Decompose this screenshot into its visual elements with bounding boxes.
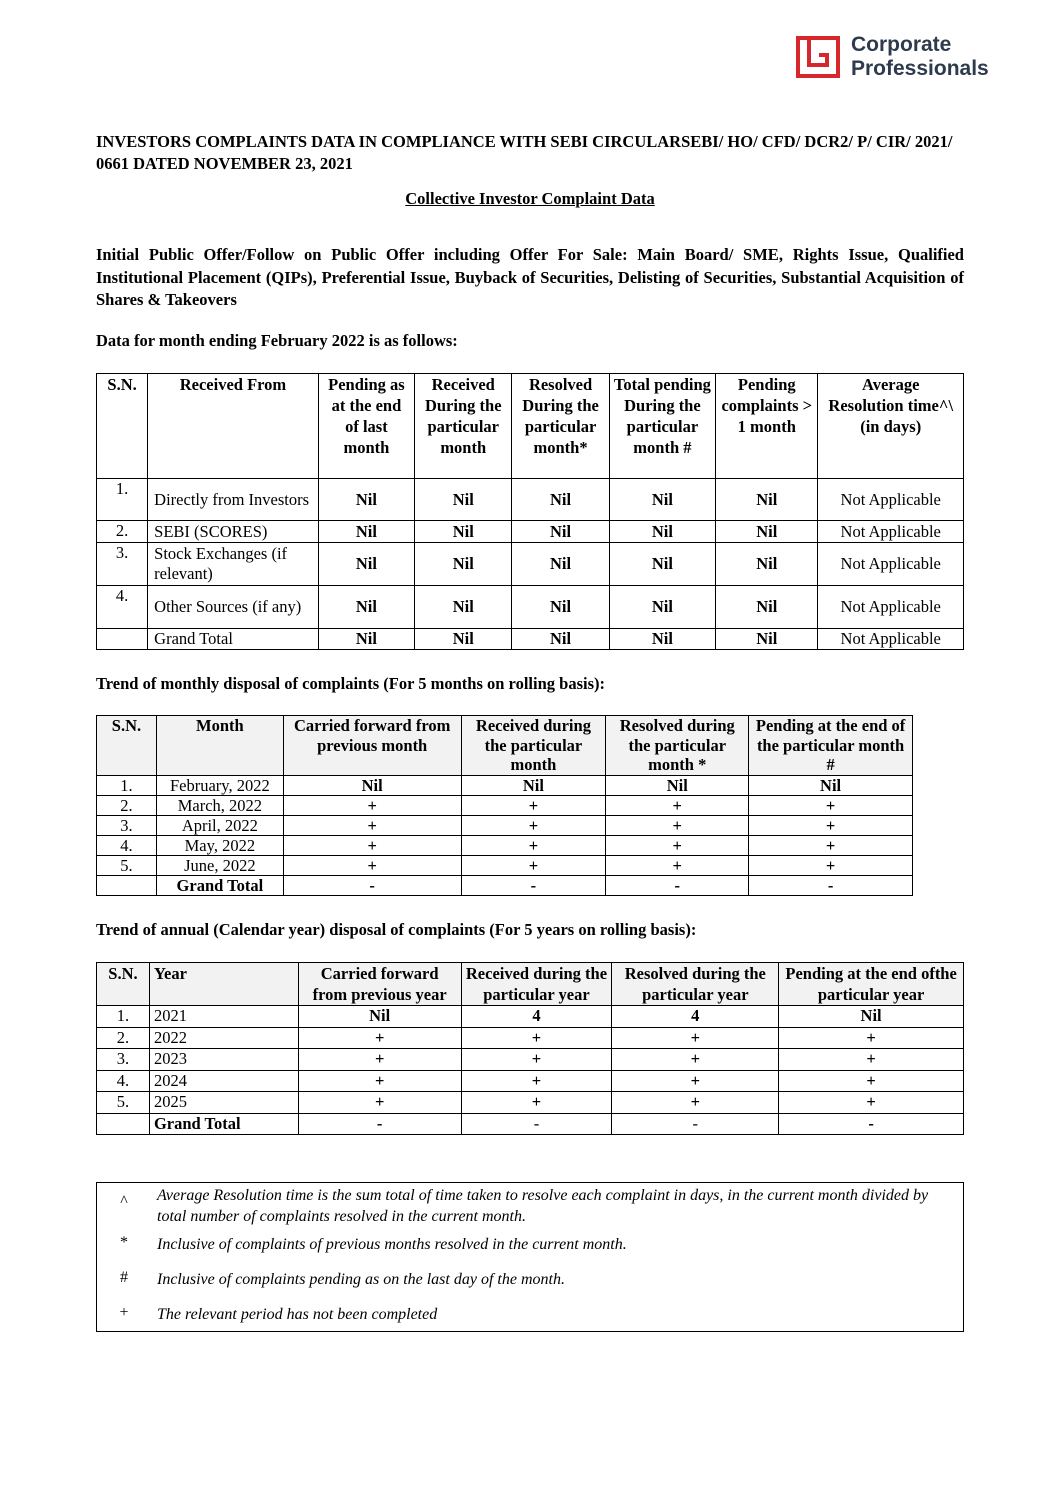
table-row — [97, 1092, 964, 1114]
header-row — [97, 963, 964, 1006]
table-cell: Nil — [749, 775, 913, 795]
table-row — [97, 815, 913, 835]
table-cell: Stock Exchanges (if relevant) — [148, 543, 319, 586]
footnote-text: The relevant period has not been completed — [157, 1306, 438, 1323]
table-cell: 2025 — [149, 1092, 298, 1114]
table-cell: + — [461, 835, 606, 855]
table-cell — [97, 1113, 150, 1135]
table-cell: Nil — [609, 521, 715, 543]
table-cell — [97, 875, 157, 895]
column-header: Year — [149, 963, 298, 1006]
table-cell: Not Applicable — [818, 586, 964, 629]
table-cell: - — [749, 875, 913, 895]
table3-body — [97, 963, 964, 1135]
table-cell: Nil — [512, 586, 609, 629]
table-cell: Nil — [512, 629, 609, 650]
table-cell: Nil — [415, 479, 512, 521]
table-cell: Nil — [606, 775, 749, 795]
document-heading: INVESTORS COMPLAINTS DATA IN COMPLIANCE WITH SEBI CIRCULARSEBI/ HO/ CFD/ DCR2/ P/ CIR/ 2021/ 0661 DATED NOVEMBER 23, 2021 — [96, 132, 953, 173]
table-cell: Nil — [716, 629, 818, 650]
table-cell: + — [606, 795, 749, 815]
table-cell: + — [606, 835, 749, 855]
column-header: S.N. — [97, 716, 157, 776]
column-header: S.N. — [97, 963, 150, 1006]
table-cell: + — [612, 1027, 779, 1049]
table-cell: March, 2022 — [156, 795, 283, 815]
table-cell: June, 2022 — [156, 855, 283, 875]
table-row — [97, 629, 964, 650]
table-cell: + — [461, 1070, 612, 1092]
column-header: Pending at the end ofthe particular year — [779, 963, 964, 1006]
table-cell: April, 2022 — [156, 815, 283, 835]
table-row — [97, 855, 913, 875]
table-row — [97, 1113, 964, 1135]
footnote-text: Inclusive of complaints pending as on the last day of the month. — [157, 1271, 565, 1288]
table-cell: Nil — [716, 543, 818, 586]
footnote-symbol: # — [120, 1269, 128, 1286]
table-cell: Not Applicable — [818, 479, 964, 521]
table-cell: SEBI (SCORES) — [148, 521, 319, 543]
table-cell: 4. — [97, 1070, 150, 1092]
table-cell: Nil — [716, 521, 818, 543]
table-cell: + — [283, 815, 461, 835]
table-cell: February, 2022 — [156, 775, 283, 795]
logo-line-1: Corporate — [851, 33, 952, 56]
table-cell: 2. — [97, 1027, 150, 1049]
table-row — [97, 543, 964, 586]
logo-line-2: Professionals — [851, 57, 989, 80]
annual-trend-table — [96, 962, 964, 1135]
table-cell: Grand Total — [149, 1113, 298, 1135]
table-cell: - — [461, 875, 606, 895]
table-cell: Nil — [609, 543, 715, 586]
column-header: Received From — [148, 374, 319, 479]
footnote-symbol: ^ — [120, 1193, 128, 1210]
table-cell: + — [612, 1049, 779, 1071]
table-cell: + — [298, 1070, 461, 1092]
table-cell: Nil — [415, 586, 512, 629]
column-header: Month — [156, 716, 283, 776]
column-header: Resolved during the particular month * — [606, 716, 749, 776]
table-cell: 3. — [97, 543, 148, 586]
table-cell: + — [298, 1092, 461, 1114]
table-cell: Nil — [318, 543, 414, 586]
table-cell: Nil — [609, 586, 715, 629]
table-cell: 1. — [97, 775, 157, 795]
table-cell: + — [779, 1049, 964, 1071]
table-cell: + — [461, 1092, 612, 1114]
table-cell: Nil — [298, 1006, 461, 1028]
table-cell: - — [779, 1113, 964, 1135]
table-cell: + — [779, 1027, 964, 1049]
column-header: Total pending During the particular month # — [609, 374, 715, 479]
footnote-symbol: * — [120, 1234, 128, 1251]
table-cell: - — [606, 875, 749, 895]
column-header: Average Resolution time^\ (in days) — [818, 374, 964, 479]
table-cell — [97, 629, 148, 650]
column-header: Carried forward from previous month — [283, 716, 461, 776]
table-cell: Nil — [461, 775, 606, 795]
table-cell: + — [461, 1049, 612, 1071]
document-subheading: Collective Investor Complaint Data — [405, 189, 655, 208]
table-cell: - — [283, 875, 461, 895]
table-cell: + — [461, 795, 606, 815]
table-row — [97, 586, 964, 629]
table-cell: 3. — [97, 1049, 150, 1071]
table-cell: + — [461, 855, 606, 875]
table-cell: Nil — [415, 521, 512, 543]
table1-caption: Data for month ending February 2022 is as follows: — [96, 331, 458, 350]
table-row — [97, 1070, 964, 1092]
table2-caption: Trend of monthly disposal of complaints (For 5 months on rolling basis): — [96, 674, 605, 693]
column-header: Received during the particular year — [461, 963, 612, 1006]
table-cell: Not Applicable — [818, 629, 964, 650]
table-cell: Nil — [318, 586, 414, 629]
table-cell: 4 — [612, 1006, 779, 1028]
table-cell: Nil — [283, 775, 461, 795]
column-header: Received During the particular month — [415, 374, 512, 479]
table-cell: + — [612, 1070, 779, 1092]
table-cell: May, 2022 — [156, 835, 283, 855]
table-cell: Grand Total — [156, 875, 283, 895]
table-cell: + — [779, 1092, 964, 1114]
table-cell: 1. — [97, 1006, 150, 1028]
table1-body — [97, 374, 964, 650]
footnote-text: Average Resolution time is the sum total of time taken to resolve each complaint in days, in the current month divided by total number of complaints resolved in the current month. — [157, 1187, 929, 1225]
table-cell: Nil — [512, 479, 609, 521]
column-header: Resolved during the particular year — [612, 963, 779, 1006]
table-cell: Not Applicable — [818, 521, 964, 543]
table-cell: Other Sources (if any) — [148, 586, 319, 629]
column-header: Pending as at the end of last month — [318, 374, 414, 479]
footnote-symbol: + — [119, 1304, 129, 1321]
header-row — [97, 374, 964, 479]
column-header: S.N. — [97, 374, 148, 479]
table-row — [97, 1027, 964, 1049]
footnotes-box — [96, 1182, 964, 1332]
table-cell: Grand Total — [148, 629, 319, 650]
table-cell: + — [298, 1049, 461, 1071]
monthly-trend-table — [96, 715, 913, 896]
table-row — [97, 521, 964, 543]
table-cell: 2. — [97, 521, 148, 543]
table-cell: + — [779, 1070, 964, 1092]
table-cell: 2021 — [149, 1006, 298, 1028]
table-cell: Nil — [716, 586, 818, 629]
table-cell: Nil — [609, 479, 715, 521]
table-cell: + — [283, 835, 461, 855]
table-cell: Not Applicable — [818, 543, 964, 586]
table-cell: Directly from Investors — [148, 479, 319, 521]
table-cell: + — [606, 855, 749, 875]
table-cell: Nil — [779, 1006, 964, 1028]
table-cell: 5. — [97, 1092, 150, 1114]
table2-body — [97, 716, 913, 896]
table-cell: + — [298, 1027, 461, 1049]
table-cell: Nil — [415, 543, 512, 586]
table-cell: + — [749, 795, 913, 815]
table-cell: 2022 — [149, 1027, 298, 1049]
table-cell: + — [749, 855, 913, 875]
column-header: Pending at the end of the particular month # — [749, 716, 913, 776]
table3-caption: Trend of annual (Calendar year) disposal of complaints (For 5 years on rolling basis): — [96, 920, 697, 939]
column-header: Resolved During the particular month* — [512, 374, 609, 479]
table-cell: + — [612, 1092, 779, 1114]
table-cell: Nil — [415, 629, 512, 650]
table-cell: Nil — [512, 543, 609, 586]
table-cell: + — [749, 815, 913, 835]
table-cell: 2. — [97, 795, 157, 815]
table-row — [97, 479, 964, 521]
table-cell: Nil — [318, 629, 414, 650]
company-logo — [795, 33, 989, 81]
table-cell: Nil — [512, 521, 609, 543]
table-cell: + — [283, 855, 461, 875]
table-row — [97, 795, 913, 815]
table-cell: Nil — [318, 521, 414, 543]
table-cell: 4 — [461, 1006, 612, 1028]
table-row — [97, 1049, 964, 1071]
intro-paragraph: Initial Public Offer/Follow on Public Offer including Offer For Sale: Main Board/ SME, Rights Issue, Qualified Institutional Placement (QIPs), Preferential Issue, Buyback of Securities, Delisting of Securities, Substantial Acquisition of Shares & Takeovers — [96, 245, 964, 309]
logo-mark-icon — [795, 35, 841, 79]
table-cell: 4. — [97, 586, 148, 629]
column-header: Pending complaints > 1 month — [716, 374, 818, 479]
table-cell: Nil — [609, 629, 715, 650]
table-cell: + — [749, 835, 913, 855]
footnote-text: Inclusive of complaints of previous months resolved in the current month. — [157, 1236, 627, 1253]
column-header: Carried forward from previous year — [298, 963, 461, 1006]
table-cell: - — [298, 1113, 461, 1135]
column-header: Received during the particular month — [461, 716, 606, 776]
table-row — [97, 1006, 964, 1028]
table-cell: 2023 — [149, 1049, 298, 1071]
monthly-complaints-table — [96, 373, 964, 650]
table-cell: - — [461, 1113, 612, 1135]
table-cell: + — [606, 815, 749, 835]
table-cell: 1. — [97, 479, 148, 521]
table-cell: + — [283, 795, 461, 815]
table-cell: 4. — [97, 835, 157, 855]
logo-wordmark — [851, 33, 989, 81]
table-cell: 2024 — [149, 1070, 298, 1092]
header-row — [97, 716, 913, 776]
table-cell: 5. — [97, 855, 157, 875]
table-cell: Nil — [716, 479, 818, 521]
table-row — [97, 875, 913, 895]
table-cell: 3. — [97, 815, 157, 835]
table-cell: - — [612, 1113, 779, 1135]
table-cell: Nil — [318, 479, 414, 521]
table-row — [97, 835, 913, 855]
table-row — [97, 775, 913, 795]
table-cell: + — [461, 815, 606, 835]
table-cell: + — [461, 1027, 612, 1049]
